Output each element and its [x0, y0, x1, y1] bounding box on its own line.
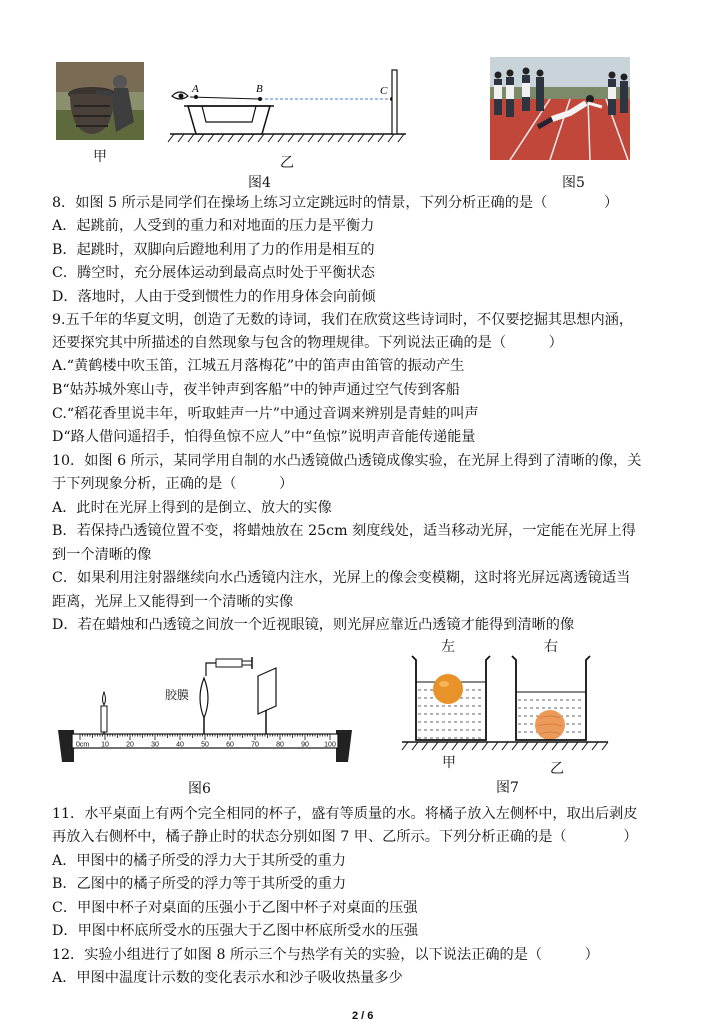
- fig4-jia-photo: [56, 62, 144, 140]
- fig5-caption: 图5: [562, 175, 585, 191]
- fig6-membrane-label: 胶膜: [165, 688, 190, 702]
- ruler-tick-label: 30: [151, 741, 159, 749]
- q10-stem-line2: 于下列现象分析，正确的是（ ）: [52, 476, 294, 492]
- ruler-tick-label: 10: [101, 741, 109, 749]
- q8-option-d: D．落地时，人由于受到惯性力的作用身体会向前倾: [52, 289, 376, 305]
- q10-stem-line1: 10．如图 6 所示，某同学用自制的水凸透镜做凸透镜成像实验，在光屏上得到了清晰的像，关: [52, 453, 642, 469]
- q11-option-c: C．甲图中杯子对桌面的压强小于乙图中杯子对桌面的压强: [52, 900, 418, 916]
- fig7-beakers: [400, 634, 612, 758]
- q11-stem-line2: 再放入右侧杯中，橘子静止时的状态分别如图 7 甲、乙所示。下列分析正确的是（ ）: [52, 829, 638, 845]
- fig7-label-yi: 乙: [550, 761, 564, 777]
- fig4-point-a: A: [192, 83, 199, 95]
- fig5-photo: [490, 57, 630, 160]
- q10-option-b-line1: B．若保持凸透镜位置不变，将蜡烛放在 25cm 刻度线处，适当移动光屏，一定能在光屏上得: [52, 523, 636, 539]
- ruler-tick-label: 70: [251, 741, 259, 749]
- q11-stem-line1: 11．水平桌面上有两个完全相同的杯子，盛有等质量的水。将橘子放入左侧杯中，取出后剥皮: [52, 806, 638, 822]
- q10-option-a: A．此时在光屏上得到的是倒立、放大的实像: [52, 500, 332, 516]
- fig4-caption: 图4: [248, 175, 271, 191]
- q11-option-a: A．甲图中的橘子所受的浮力大于其所受的重力: [52, 853, 346, 869]
- fig6-caption: 图6: [188, 781, 211, 797]
- fig7-label-jia: 甲: [442, 755, 456, 771]
- q9-stem-line1: 9.五千年的华夏文明，创造了无数的诗词，我们在欣赏这些诗词时，不仅要挖掘其思想内涵，: [52, 312, 634, 328]
- q8-option-b: B．起跳时，双脚向后蹬地利用了力的作用是相互的: [52, 242, 375, 258]
- fig4-point-c: C: [380, 85, 388, 97]
- fig4-label-yi: 乙: [280, 155, 294, 171]
- fig4-label-jia: 甲: [93, 149, 107, 165]
- q9-option-b: B“姑苏城外寒山寺，夜半钟声到客船”中的钟声通过空气传到客船: [52, 382, 460, 398]
- fig7-label-right: 右: [544, 639, 558, 655]
- fig4-yi-diagram: [166, 66, 410, 144]
- q8-stem: 8．如图 5 所示是同学们在操场上练习立定跳远时的情景，下列分析正确的是（ ）: [52, 195, 619, 211]
- q9-option-d: D“路人借问遥招手，怕得鱼惊不应人”中“鱼惊”说明声音能传递能量: [52, 429, 476, 445]
- q9-option-c: C.“稻花香里说丰年，听取蛙声一片”中通过音调来辨别是青蛙的叫声: [52, 406, 479, 422]
- q9-stem-line2: 还要探究其中所描述的自然现象与包含的物理规律。下列说法正确的是（ ）: [52, 335, 563, 351]
- fig7-label-left: 左: [441, 639, 455, 655]
- q8-option-a: A．起跳前，人受到的重力和对地面的压力是平衡力: [52, 218, 375, 234]
- ruler-tick-label: 80: [276, 741, 284, 749]
- q10-option-c-line1: C．如果利用注射器继续向水凸透镜内注水，光屏上的像会变模糊，这时将光屏远离透镜适当: [52, 570, 631, 586]
- ruler-tick-label: 50: [201, 741, 209, 749]
- q11-option-d: D．甲图中杯底所受水的压强大于乙图中杯底所受水的压强: [52, 923, 419, 939]
- fig7-caption: 图7: [496, 780, 519, 796]
- q12-option-a: A．甲图中温度计示数的变化表示水和沙子吸收热量多少: [52, 970, 403, 986]
- ruler-tick-label: 40: [176, 741, 184, 749]
- q11-option-b: B．乙图中的橘子所受的浮力等于其所受的重力: [52, 876, 347, 892]
- q10-option-c-line2: 距离，光屏上又能得到一个清晰的实像: [52, 594, 294, 610]
- fig4-point-b: B: [256, 83, 263, 95]
- q8-option-c: C．腾空时，充分展体运动到最高点时处于平衡状态: [52, 265, 375, 281]
- q9-option-a: A.“黄鹤楼中吹玉笛，江城五月落梅花”中的笛声由笛管的振动产生: [52, 358, 465, 374]
- q12-stem: 12．实验小组进行了如图 8 所示三个与热学有关的实验，以下说法正确的是（ ）: [52, 947, 599, 963]
- ruler-tick-label: 20: [126, 741, 134, 749]
- page-number: 2 / 6: [352, 1010, 374, 1022]
- ruler-tick-label: 0cm: [76, 741, 90, 749]
- q10-option-b-line2: 到一个清晰的像: [52, 547, 152, 563]
- ruler-tick-label: 100: [324, 741, 336, 749]
- fig6-optical-bench: [52, 650, 358, 770]
- ruler-tick-label: 60: [226, 741, 234, 749]
- ruler-tick-label: 90: [301, 741, 309, 749]
- q10-option-d: D．若在蜡烛和凸透镜之间放一个近视眼镜，则光屏应靠近凸透镜才能得到清晰的像: [52, 617, 575, 633]
